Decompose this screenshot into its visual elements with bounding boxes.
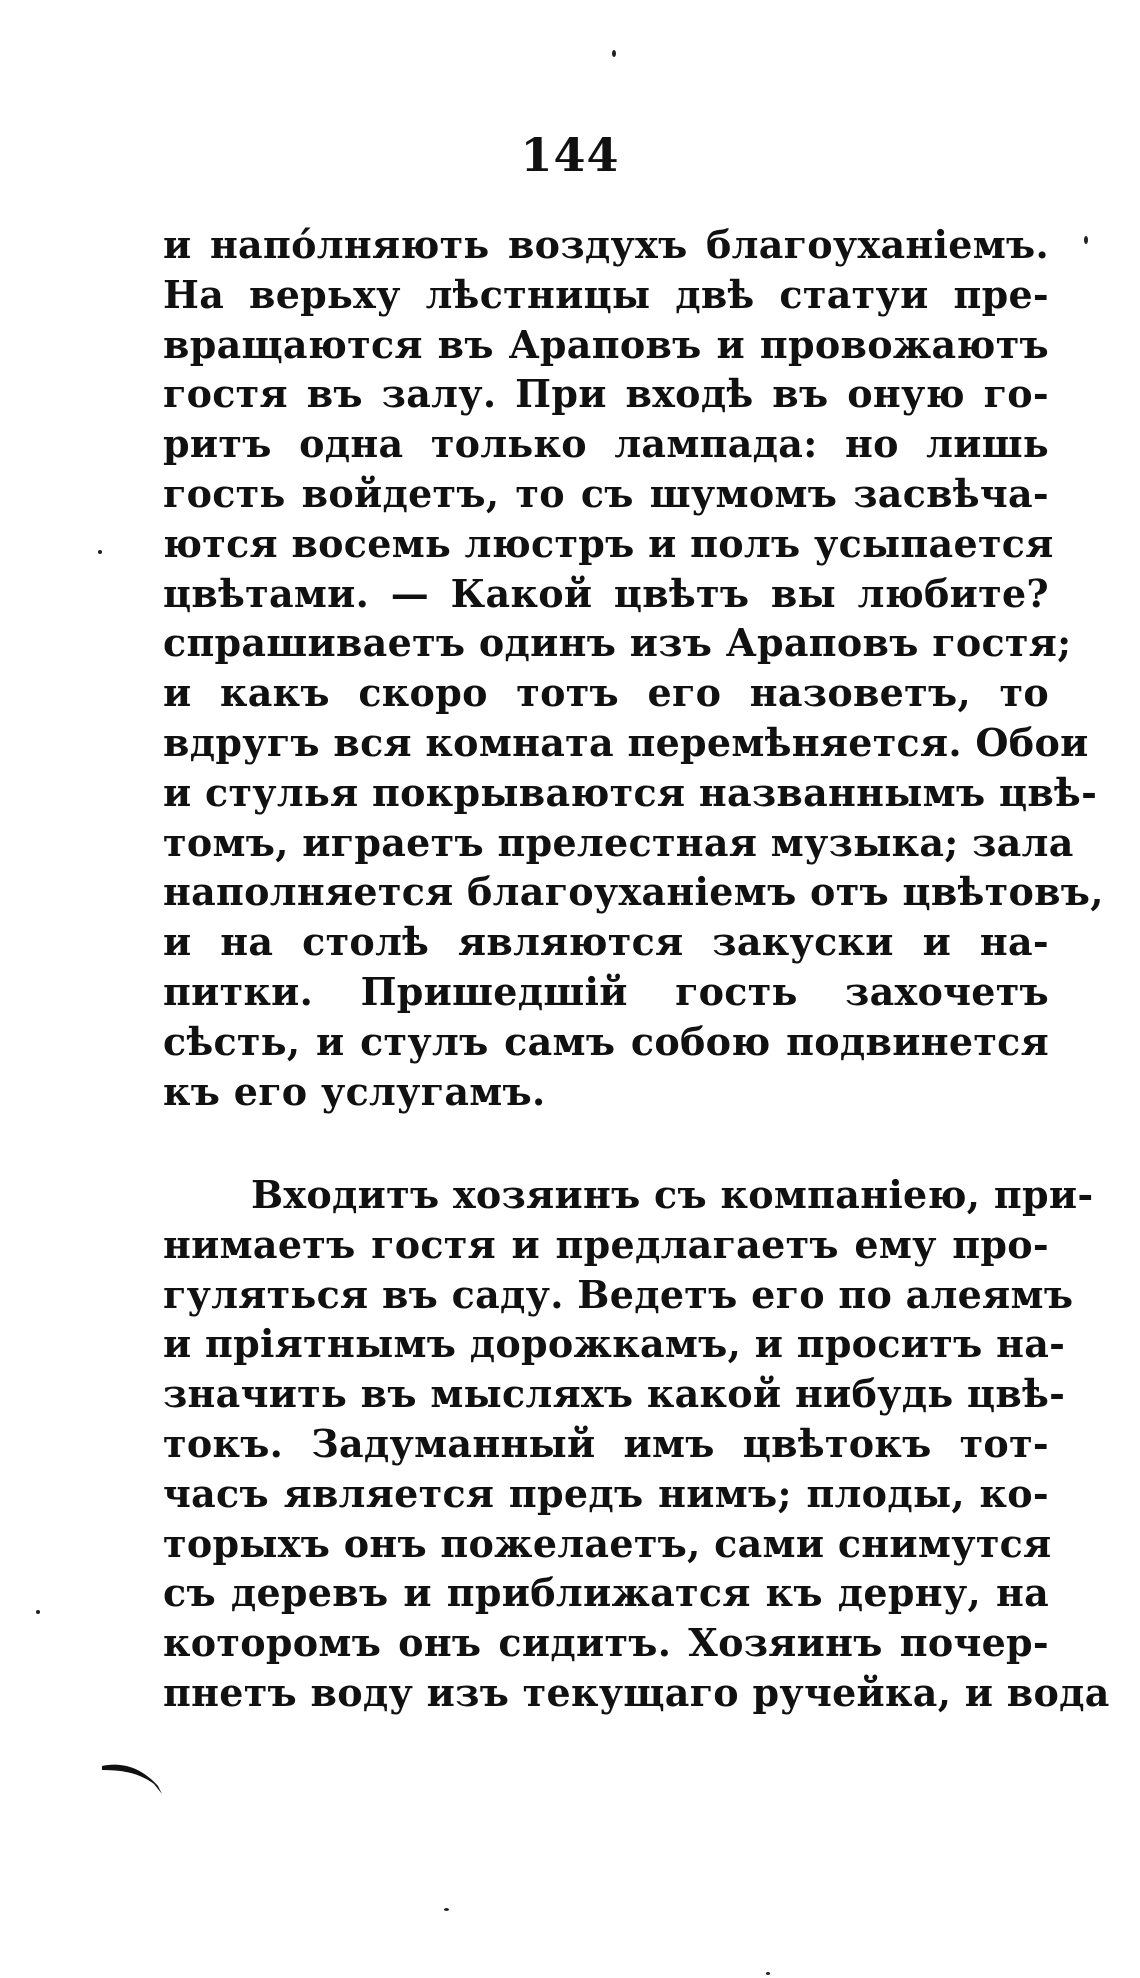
- text-line: ются восемь люстръ и полъ усыпается: [163, 520, 1054, 566]
- text-line: Входитъ хозяинъ съ компаніею, при-: [251, 1172, 1094, 1217]
- paragraph-1: [163, 220, 1104, 1116]
- ink-stroke-mark: [100, 1760, 170, 1800]
- paragraph-2: [163, 1170, 1110, 1718]
- text-line: съ деревъ и приближатся къ дерну, на: [163, 1570, 1049, 1616]
- text-line: пнетъ воду изъ текущаго ручейка, и вода: [163, 1669, 1110, 1715]
- ink-speck-right: [1084, 236, 1088, 244]
- text-line: часъ является предъ нимъ; плоды, ко-: [163, 1470, 1049, 1516]
- text-line: вращаются въ Араповъ и провожаютъ: [163, 321, 1049, 367]
- text-line: къ его услугамъ.: [163, 1068, 546, 1114]
- ink-speck-bottom-right: [766, 1972, 770, 1975]
- text-line: которомъ онъ сидитъ. Хозяинъ почер-: [163, 1620, 1049, 1666]
- text-line: вдругъ вся комната перемѣняется. Обои: [163, 719, 1089, 765]
- text-line: томъ, играетъ прелестная музыка; зала: [163, 819, 1074, 865]
- text-line: и пріятнымъ дорожкамъ, и проситъ на-: [163, 1321, 1066, 1367]
- text-line: значить въ мысляхъ какой нибудь цвѣ-: [163, 1371, 1066, 1417]
- text-line: наполняется благоуханіемъ отъ цвѣтовъ,: [163, 869, 1104, 915]
- text-line: и напо́лняють воздухъ благоуханіемъ.: [163, 222, 1049, 267]
- text-line: ритъ одна только лампада: но лишь: [163, 421, 1049, 467]
- ink-speck-bottom: [444, 1908, 449, 1911]
- text-line: и какъ скоро тотъ его назоветъ, то: [163, 670, 1049, 716]
- text-line: сѣсть, и стулъ самъ собою подвинется: [163, 1018, 1049, 1064]
- text-line: торыхъ онъ пожелаетъ, сами снимутся: [163, 1520, 1052, 1566]
- ink-speck-left: [98, 550, 102, 554]
- text-line: и стулья покрываются названнымъ цвѣ-: [163, 769, 1098, 815]
- ink-speck-left-lower: [36, 1610, 40, 1614]
- text-line: гость войдетъ, то съ шумомъ засвѣча-: [163, 470, 1049, 516]
- text-line: токъ. Задуманный имъ цвѣтокъ тот-: [163, 1420, 1049, 1466]
- text-line: и на столѣ являются закуски и на-: [163, 919, 1049, 965]
- text-line: На верьху лѣстницы двѣ статуи пре-: [163, 271, 1049, 317]
- text-line: нимаетъ гостя и предлагаетъ ему про-: [163, 1221, 1049, 1267]
- page-number: 144: [520, 128, 620, 182]
- ink-speck-top: [612, 50, 616, 57]
- text-line: питки. Пришедшій гость захочетъ: [163, 968, 1049, 1014]
- text-line: гостя въ залу. При входѣ въ оную го-: [163, 371, 1049, 417]
- text-line: цвѣтами. — Какой цвѣтъ вы любите?: [163, 570, 1049, 616]
- text-line: гуляться въ саду. Ведетъ его по алеямъ: [163, 1271, 1074, 1317]
- text-line: спрашиваетъ одинъ изъ Араповъ гостя;: [163, 620, 1072, 666]
